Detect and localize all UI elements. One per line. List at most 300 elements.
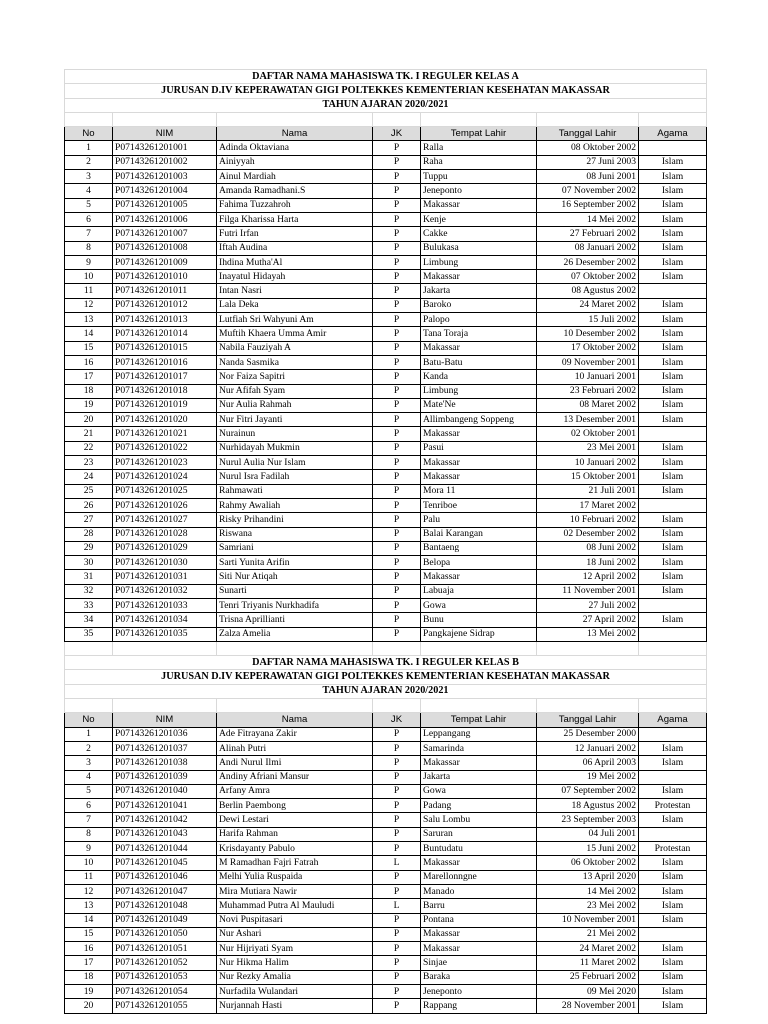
cell-jk: P	[373, 270, 421, 284]
table-row	[65, 570, 707, 584]
title-row	[65, 84, 707, 98]
cell-jk: P	[373, 284, 421, 298]
cell-no: 23	[65, 456, 113, 470]
cell-nim: P07143261201052	[113, 956, 217, 970]
class-a-department: JURUSAN D.IV KEPERAWATAN GIGI POLTEKKES KEMENTERIAN KESEHATAN MAKASSAR	[65, 84, 707, 98]
table-row	[65, 498, 707, 512]
cell-tanggal-lahir: 11 November 2001	[537, 584, 639, 598]
cell-no: 2	[65, 741, 113, 755]
cell-tempat-lahir: Bantaeng	[421, 541, 537, 555]
col-header-nim: NIM	[113, 127, 217, 141]
table-row	[65, 999, 707, 1013]
cell-nama: Krisdayanty Pabulo	[217, 842, 373, 856]
cell-jk: P	[373, 298, 421, 312]
cell-jk: P	[373, 770, 421, 784]
cell-jk: P	[373, 985, 421, 999]
cell-nim: P07143261201028	[113, 527, 217, 541]
cell-jk: P	[373, 870, 421, 884]
cell-jk: P	[373, 927, 421, 941]
cell-no: 30	[65, 556, 113, 570]
cell-nama: Dewi Lestari	[217, 813, 373, 827]
cell-tempat-lahir: Balai Karangan	[421, 527, 537, 541]
cell-nim: P07143261201044	[113, 842, 217, 856]
cell-nim: P07143261201036	[113, 727, 217, 741]
cell-jk: P	[373, 355, 421, 369]
cell-no: 18	[65, 970, 113, 984]
cell-jk: P	[373, 327, 421, 341]
cell-nama: Nor Faiza Sapitri	[217, 370, 373, 384]
cell-agama: Islam	[639, 456, 707, 470]
cell-agama	[639, 827, 707, 841]
cell-jk: P	[373, 212, 421, 226]
cell-tanggal-lahir: 10 November 2001	[537, 913, 639, 927]
cell-tempat-lahir: Barru	[421, 899, 537, 913]
table-row	[65, 842, 707, 856]
cell-nama: Nurfadila Wulandari	[217, 985, 373, 999]
cell-nama: Novi Puspitasari	[217, 913, 373, 927]
cell-tempat-lahir: Manado	[421, 884, 537, 898]
cell-nama: Nurainun	[217, 427, 373, 441]
col-header-agama: Agama	[639, 713, 707, 727]
cell-nim: P07143261201022	[113, 441, 217, 455]
table-row	[65, 441, 707, 455]
cell-agama: Islam	[639, 613, 707, 627]
cell-tanggal-lahir: 27 Februari 2002	[537, 227, 639, 241]
cell-no: 4	[65, 770, 113, 784]
title-row	[65, 98, 707, 112]
table-row	[65, 270, 707, 284]
cell-no: 5	[65, 784, 113, 798]
table-row	[65, 484, 707, 498]
cell-agama: Islam	[639, 756, 707, 770]
cell-jk: L	[373, 899, 421, 913]
cell-tanggal-lahir: 04 Juli 2001	[537, 827, 639, 841]
col-header-tanggal-lahir: Tanggal Lahir	[537, 713, 639, 727]
cell-nim: P07143261201016	[113, 355, 217, 369]
cell-jk: P	[373, 484, 421, 498]
cell-agama: Islam	[639, 970, 707, 984]
cell-nim: P07143261201051	[113, 942, 217, 956]
cell-no: 13	[65, 899, 113, 913]
cell-tanggal-lahir: 18 Agustus 2002	[537, 799, 639, 813]
cell-nama: Siti Nur Atiqah	[217, 570, 373, 584]
cell-no: 19	[65, 985, 113, 999]
cell-tanggal-lahir: 28 November 2001	[537, 999, 639, 1013]
cell-no: 17	[65, 956, 113, 970]
cell-no: 11	[65, 870, 113, 884]
cell-nama: Samriani	[217, 541, 373, 555]
cell-nama: Muhammad Putra Al Mauludi	[217, 899, 373, 913]
cell-nama: Nanda Sasmika	[217, 355, 373, 369]
table-row	[65, 884, 707, 898]
col-header-nama: Nama	[217, 127, 373, 141]
cell-jk: P	[373, 398, 421, 412]
cell-no: 33	[65, 598, 113, 612]
cell-tempat-lahir: Mora 11	[421, 484, 537, 498]
cell-tanggal-lahir: 17 Oktober 2002	[537, 341, 639, 355]
cell-nim: P07143261201012	[113, 298, 217, 312]
cell-tanggal-lahir: 13 Desember 2001	[537, 413, 639, 427]
cell-jk: P	[373, 155, 421, 169]
cell-agama: Islam	[639, 341, 707, 355]
cell-no: 10	[65, 856, 113, 870]
cell-tempat-lahir: Tenriboe	[421, 498, 537, 512]
cell-tanggal-lahir: 19 Mei 2002	[537, 770, 639, 784]
cell-tanggal-lahir: 16 September 2002	[537, 198, 639, 212]
cell-nama: Amanda Ramadhani.S	[217, 184, 373, 198]
cell-no: 20	[65, 413, 113, 427]
cell-nama: Sarti Yunita Arifin	[217, 556, 373, 570]
cell-tempat-lahir: Kenje	[421, 212, 537, 226]
table-row	[65, 384, 707, 398]
cell-nama: Andi Nurul Ilmi	[217, 756, 373, 770]
cell-nama: Harifa Rahman	[217, 827, 373, 841]
cell-nim: P07143261201050	[113, 927, 217, 941]
cell-tanggal-lahir: 08 Juni 2001	[537, 170, 639, 184]
cell-nim: P07143261201034	[113, 613, 217, 627]
cell-no: 20	[65, 999, 113, 1013]
cell-no: 24	[65, 470, 113, 484]
cell-nama: M Ramadhan Fajri Fatrah	[217, 856, 373, 870]
cell-agama	[639, 770, 707, 784]
cell-tanggal-lahir: 15 Oktober 2001	[537, 470, 639, 484]
cell-no: 11	[65, 284, 113, 298]
col-header-nim: NIM	[113, 713, 217, 727]
cell-tempat-lahir: Belopa	[421, 556, 537, 570]
table-row	[65, 985, 707, 999]
cell-no: 3	[65, 170, 113, 184]
cell-tempat-lahir: Marellonngne	[421, 870, 537, 884]
cell-tempat-lahir: Bulukasa	[421, 241, 537, 255]
cell-nim: P07143261201041	[113, 799, 217, 813]
cell-no: 7	[65, 813, 113, 827]
cell-agama: Islam	[639, 913, 707, 927]
cell-nim: P07143261201037	[113, 741, 217, 755]
cell-nim: P07143261201021	[113, 427, 217, 441]
cell-jk: P	[373, 384, 421, 398]
cell-nim: P07143261201043	[113, 827, 217, 841]
cell-nim: P07143261201010	[113, 270, 217, 284]
cell-no: 25	[65, 484, 113, 498]
cell-agama: Islam	[639, 556, 707, 570]
cell-agama: Islam	[639, 327, 707, 341]
col-header-no: No	[65, 713, 113, 727]
cell-nim: P07143261201020	[113, 413, 217, 427]
cell-tanggal-lahir: 07 Oktober 2002	[537, 270, 639, 284]
cell-no: 21	[65, 427, 113, 441]
cell-no: 6	[65, 799, 113, 813]
cell-nim: P07143261201007	[113, 227, 217, 241]
cell-nama: Risky Prihandini	[217, 513, 373, 527]
title-row	[65, 670, 707, 684]
cell-tanggal-lahir: 13 April 2020	[537, 870, 639, 884]
cell-tanggal-lahir: 18 Juni 2002	[537, 556, 639, 570]
cell-nim: P07143261201046	[113, 870, 217, 884]
cell-nama: Nur Hijriyati Syam	[217, 942, 373, 956]
cell-no: 12	[65, 298, 113, 312]
cell-tempat-lahir: Baroko	[421, 298, 537, 312]
table-row	[65, 456, 707, 470]
cell-nama: Muftih Khaera Umma Amir	[217, 327, 373, 341]
cell-tempat-lahir: Rappang	[421, 999, 537, 1013]
col-header-nama: Nama	[217, 713, 373, 727]
table-row	[65, 370, 707, 384]
cell-jk: P	[373, 627, 421, 641]
cell-no: 8	[65, 241, 113, 255]
cell-nim: P07143261201005	[113, 198, 217, 212]
cell-agama: Islam	[639, 255, 707, 269]
cell-jk: P	[373, 170, 421, 184]
cell-jk: P	[373, 227, 421, 241]
cell-nim: P07143261201004	[113, 184, 217, 198]
cell-tempat-lahir: Makassar	[421, 198, 537, 212]
cell-agama: Islam	[639, 398, 707, 412]
cell-no: 22	[65, 441, 113, 455]
cell-nama: Lala Deka	[217, 298, 373, 312]
cell-agama: Islam	[639, 212, 707, 226]
class-b-title: DAFTAR NAMA MAHASISWA TK. I REGULER KELAS B	[65, 656, 707, 670]
cell-no: 1	[65, 727, 113, 741]
cell-agama: Protestan	[639, 842, 707, 856]
col-header-jk: JK	[373, 713, 421, 727]
cell-jk: P	[373, 413, 421, 427]
table-row	[65, 198, 707, 212]
cell-no: 16	[65, 942, 113, 956]
cell-jk: L	[373, 856, 421, 870]
cell-nim: P07143261201029	[113, 541, 217, 555]
table-row	[65, 413, 707, 427]
cell-nim: P07143261201017	[113, 370, 217, 384]
cell-tempat-lahir: Makassar	[421, 270, 537, 284]
cell-tempat-lahir: Limbung	[421, 255, 537, 269]
cell-tanggal-lahir: 24 Maret 2002	[537, 942, 639, 956]
cell-tempat-lahir: Labuaja	[421, 584, 537, 598]
cell-agama	[639, 141, 707, 155]
cell-nama: Nur Afifah Syam	[217, 384, 373, 398]
cell-jk: P	[373, 727, 421, 741]
cell-tanggal-lahir: 17 Maret 2002	[537, 498, 639, 512]
table-row	[65, 427, 707, 441]
cell-nim: P07143261201003	[113, 170, 217, 184]
cell-no: 15	[65, 927, 113, 941]
cell-tempat-lahir: Allimbangeng Soppeng	[421, 413, 537, 427]
cell-tanggal-lahir: 09 November 2001	[537, 355, 639, 369]
cell-agama: Islam	[639, 241, 707, 255]
cell-nama: Nabila Fauziyah A	[217, 341, 373, 355]
cell-jk: P	[373, 756, 421, 770]
cell-tempat-lahir: Salu Lombu	[421, 813, 537, 827]
table-row	[65, 899, 707, 913]
cell-nim: P07143261201024	[113, 470, 217, 484]
cell-tanggal-lahir: 23 Mei 2001	[537, 441, 639, 455]
cell-tempat-lahir: Jeneponto	[421, 184, 537, 198]
cell-nim: P07143261201032	[113, 584, 217, 598]
cell-nama: Berlin Paembong	[217, 799, 373, 813]
cell-nama: Rahmawati	[217, 484, 373, 498]
table-row	[65, 770, 707, 784]
cell-tempat-lahir: Buntudatu	[421, 842, 537, 856]
cell-nama: Sunarti	[217, 584, 373, 598]
cell-nama: Andiny Afriani Mansur	[217, 770, 373, 784]
cell-tempat-lahir: Palopo	[421, 313, 537, 327]
cell-agama	[639, 427, 707, 441]
cell-nim: P07143261201033	[113, 598, 217, 612]
cell-tanggal-lahir: 23 Februari 2002	[537, 384, 639, 398]
cell-no: 26	[65, 498, 113, 512]
cell-no: 28	[65, 527, 113, 541]
cell-agama: Islam	[639, 570, 707, 584]
cell-nim: P07143261201038	[113, 756, 217, 770]
table-row	[65, 956, 707, 970]
blank-row	[65, 112, 707, 126]
cell-tempat-lahir: Makassar	[421, 942, 537, 956]
cell-jk: P	[373, 527, 421, 541]
cell-no: 5	[65, 198, 113, 212]
cell-no: 16	[65, 355, 113, 369]
cell-tanggal-lahir: 15 Juli 2002	[537, 313, 639, 327]
cell-jk: P	[373, 427, 421, 441]
table-row	[65, 141, 707, 155]
cell-tempat-lahir: Makassar	[421, 456, 537, 470]
cell-agama: Islam	[639, 999, 707, 1013]
cell-tempat-lahir: Gowa	[421, 598, 537, 612]
table-row	[65, 556, 707, 570]
cell-no: 19	[65, 398, 113, 412]
class-a-title: DAFTAR NAMA MAHASISWA TK. I REGULER KELAS A	[65, 70, 707, 84]
cell-nim: P07143261201048	[113, 899, 217, 913]
cell-nama: Inayatul Hidayah	[217, 270, 373, 284]
cell-tanggal-lahir: 13 Mei 2002	[537, 627, 639, 641]
cell-nama: Arfany Amra	[217, 784, 373, 798]
cell-agama: Islam	[639, 527, 707, 541]
cell-nama: Iftah Audina	[217, 241, 373, 255]
cell-tanggal-lahir: 08 Juni 2002	[537, 541, 639, 555]
cell-tempat-lahir: Makassar	[421, 856, 537, 870]
cell-tanggal-lahir: 21 Mei 2002	[537, 927, 639, 941]
cell-nim: P07143261201001	[113, 141, 217, 155]
cell-agama: Islam	[639, 870, 707, 884]
cell-agama	[639, 598, 707, 612]
class-a-column-headers	[65, 127, 707, 141]
cell-tempat-lahir: Leppangang	[421, 727, 537, 741]
cell-jk: P	[373, 313, 421, 327]
cell-no: 9	[65, 842, 113, 856]
col-header-tempat-lahir: Tempat Lahir	[421, 127, 537, 141]
table-row	[65, 942, 707, 956]
cell-agama: Islam	[639, 956, 707, 970]
title-row	[65, 684, 707, 698]
cell-nama: Nur Rezky Amalia	[217, 970, 373, 984]
cell-agama: Islam	[639, 355, 707, 369]
cell-tempat-lahir: Makassar	[421, 570, 537, 584]
cell-tempat-lahir: Makassar	[421, 341, 537, 355]
cell-tanggal-lahir: 06 Oktober 2002	[537, 856, 639, 870]
table-row	[65, 827, 707, 841]
cell-tanggal-lahir: 10 Februari 2002	[537, 513, 639, 527]
cell-agama: Islam	[639, 484, 707, 498]
cell-nim: P07143261201006	[113, 212, 217, 226]
cell-nama: Nurul Aulia Nur Islam	[217, 456, 373, 470]
cell-no: 3	[65, 756, 113, 770]
cell-tempat-lahir: Bunu	[421, 613, 537, 627]
cell-tanggal-lahir: 11 Maret 2002	[537, 956, 639, 970]
cell-tempat-lahir: Samarinda	[421, 741, 537, 755]
cell-nama: Nur Fitri Jayanti	[217, 413, 373, 427]
cell-nama: Zalza Amelia	[217, 627, 373, 641]
cell-jk: P	[373, 470, 421, 484]
cell-jk: P	[373, 842, 421, 856]
cell-agama	[639, 727, 707, 741]
table-row	[65, 527, 707, 541]
cell-nim: P07143261201002	[113, 155, 217, 169]
cell-nama: Intan Nasri	[217, 284, 373, 298]
cell-tempat-lahir: Limbung	[421, 384, 537, 398]
table-row	[65, 255, 707, 269]
cell-jk: P	[373, 942, 421, 956]
cell-tanggal-lahir: 26 Desember 2002	[537, 255, 639, 269]
cell-tanggal-lahir: 14 Mei 2002	[537, 212, 639, 226]
cell-tanggal-lahir: 08 Oktober 2002	[537, 141, 639, 155]
table-row	[65, 513, 707, 527]
cell-jk: P	[373, 613, 421, 627]
cell-tempat-lahir: Saruran	[421, 827, 537, 841]
cell-tempat-lahir: Cakke	[421, 227, 537, 241]
table-row	[65, 313, 707, 327]
cell-tanggal-lahir: 08 Maret 2002	[537, 398, 639, 412]
cell-agama: Protestan	[639, 799, 707, 813]
cell-no: 10	[65, 270, 113, 284]
cell-jk: P	[373, 456, 421, 470]
cell-jk: P	[373, 541, 421, 555]
cell-no: 32	[65, 584, 113, 598]
cell-tempat-lahir: Baraka	[421, 970, 537, 984]
class-b-academic-year: TAHUN AJARAN 2020/2021	[65, 684, 707, 698]
cell-nim: P07143261201011	[113, 284, 217, 298]
table-row	[65, 212, 707, 226]
cell-no: 31	[65, 570, 113, 584]
cell-nim: P07143261201039	[113, 770, 217, 784]
cell-agama: Islam	[639, 856, 707, 870]
cell-agama: Islam	[639, 170, 707, 184]
cell-jk: P	[373, 441, 421, 455]
cell-agama	[639, 498, 707, 512]
cell-jk: P	[373, 184, 421, 198]
cell-jk: P	[373, 241, 421, 255]
blank-row	[65, 641, 707, 655]
cell-jk: P	[373, 498, 421, 512]
table-row	[65, 355, 707, 369]
cell-tanggal-lahir: 21 Juli 2001	[537, 484, 639, 498]
cell-nim: P07143261201045	[113, 856, 217, 870]
cell-no: 4	[65, 184, 113, 198]
cell-tanggal-lahir: 02 Desember 2002	[537, 527, 639, 541]
cell-tanggal-lahir: 24 Maret 2002	[537, 298, 639, 312]
cell-agama: Islam	[639, 985, 707, 999]
cell-nama: Nurul Isra Fadilah	[217, 470, 373, 484]
table-row	[65, 227, 707, 241]
cell-agama: Islam	[639, 270, 707, 284]
cell-no: 7	[65, 227, 113, 241]
table-row	[65, 727, 707, 741]
cell-tanggal-lahir: 23 Mei 2002	[537, 899, 639, 913]
table-row	[65, 913, 707, 927]
table-row	[65, 241, 707, 255]
cell-nama: Riswana	[217, 527, 373, 541]
cell-tanggal-lahir: 09 Mei 2020	[537, 985, 639, 999]
spreadsheet	[64, 69, 706, 1014]
table-row	[65, 398, 707, 412]
table-row	[65, 741, 707, 755]
